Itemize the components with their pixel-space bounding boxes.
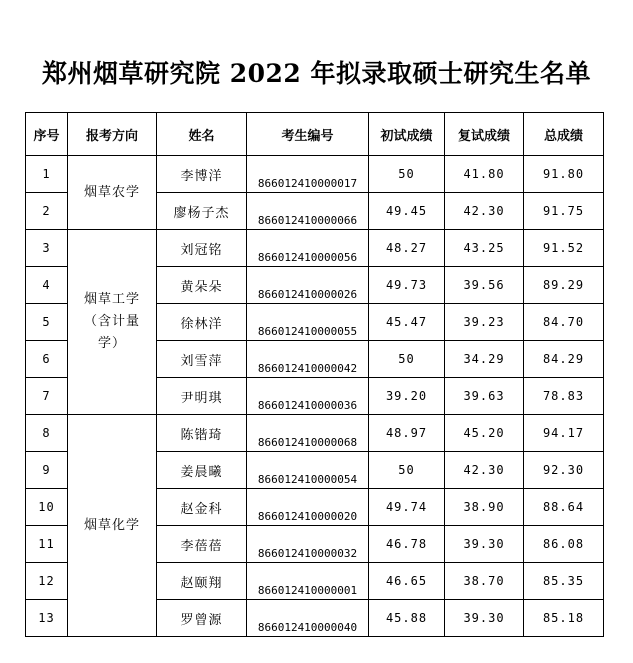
- second-score: 39.63: [445, 378, 524, 415]
- exam-id: 866012410000055: [247, 304, 369, 341]
- header-total-score: 总成绩: [524, 113, 604, 156]
- row-no: 8: [26, 415, 68, 452]
- first-score: 50: [369, 156, 445, 193]
- header-direction: 报考方向: [68, 113, 157, 156]
- first-score: 45.47: [369, 304, 445, 341]
- total-score: 86.08: [524, 526, 604, 563]
- second-score: 45.20: [445, 415, 524, 452]
- second-score: 39.56: [445, 267, 524, 304]
- row-no: 12: [26, 563, 68, 600]
- second-score: 43.25: [445, 230, 524, 267]
- header-second-score: 复试成绩: [445, 113, 524, 156]
- row-no: 9: [26, 452, 68, 489]
- student-name: 赵颐翔: [157, 563, 247, 600]
- direction-cell: [68, 230, 157, 415]
- student-name: 姜晨曦: [157, 452, 247, 489]
- exam-id: 866012410000017: [247, 156, 369, 193]
- first-score: 50: [369, 341, 445, 378]
- student-name: 黄朵朵: [157, 267, 247, 304]
- exam-id: 866012410000032: [247, 526, 369, 563]
- exam-id: 866012410000066: [247, 193, 369, 230]
- first-score: 45.88: [369, 600, 445, 637]
- first-score: 39.20: [369, 378, 445, 415]
- total-score: 91.80: [524, 156, 604, 193]
- header-first-score: 初试成绩: [369, 113, 445, 156]
- row-no: 1: [26, 156, 68, 193]
- exam-id: 866012410000042: [247, 341, 369, 378]
- total-score: 91.52: [524, 230, 604, 267]
- total-score: 85.35: [524, 563, 604, 600]
- first-score: 46.65: [369, 563, 445, 600]
- total-score: 92.30: [524, 452, 604, 489]
- table-row: [26, 156, 604, 193]
- exam-id: 866012410000040: [247, 600, 369, 637]
- first-score: 49.45: [369, 193, 445, 230]
- direction-label: 烟草化学: [83, 517, 140, 533]
- exam-id: 866012410000054: [247, 452, 369, 489]
- row-no: 7: [26, 378, 68, 415]
- total-score: 94.17: [524, 415, 604, 452]
- row-no: 13: [26, 600, 68, 637]
- second-score: 38.70: [445, 563, 524, 600]
- student-name: 李博洋: [157, 156, 247, 193]
- second-score: 34.29: [445, 341, 524, 378]
- admission-table: [25, 112, 604, 637]
- student-name: 廖杨子杰: [157, 193, 247, 230]
- header-name: 姓名: [157, 113, 247, 156]
- total-score: 84.70: [524, 304, 604, 341]
- second-score: 39.30: [445, 526, 524, 563]
- exam-id: 866012410000020: [247, 489, 369, 526]
- total-score: 78.83: [524, 378, 604, 415]
- header-exam-id: 考生编号: [247, 113, 369, 156]
- second-score: 42.30: [445, 193, 524, 230]
- row-no: 10: [26, 489, 68, 526]
- first-score: 48.27: [369, 230, 445, 267]
- row-no: 11: [26, 526, 68, 563]
- second-score: 41.80: [445, 156, 524, 193]
- total-score: 88.64: [524, 489, 604, 526]
- total-score: 91.75: [524, 193, 604, 230]
- first-score: 49.74: [369, 489, 445, 526]
- student-name: 刘冠铭: [157, 230, 247, 267]
- exam-id: 866012410000068: [247, 415, 369, 452]
- student-name: 刘雪萍: [157, 341, 247, 378]
- second-score: 39.30: [445, 600, 524, 637]
- first-score: 48.97: [369, 415, 445, 452]
- direction-cell: [68, 415, 157, 637]
- student-name: 徐林洋: [157, 304, 247, 341]
- direction-label: 烟草工学（含计量学）: [83, 292, 140, 351]
- row-no: 3: [26, 230, 68, 267]
- row-no: 4: [26, 267, 68, 304]
- header-no: 序号: [26, 113, 68, 156]
- row-no: 2: [26, 193, 68, 230]
- direction-cell: [68, 156, 157, 230]
- total-score: 89.29: [524, 267, 604, 304]
- header-row: [26, 113, 604, 156]
- student-name: 赵金科: [157, 489, 247, 526]
- total-score: 84.29: [524, 341, 604, 378]
- direction-label: 烟草农学: [83, 184, 140, 200]
- page-title: 郑州烟草研究院 2022 年拟录取硕士研究生名单: [42, 59, 591, 88]
- student-name: 陈锴琦: [157, 415, 247, 452]
- total-score: 85.18: [524, 600, 604, 637]
- first-score: 50: [369, 452, 445, 489]
- exam-id: 866012410000001: [247, 563, 369, 600]
- student-name: 罗曾源: [157, 600, 247, 637]
- second-score: 39.23: [445, 304, 524, 341]
- first-score: 49.73: [369, 267, 445, 304]
- table-row: [26, 230, 604, 267]
- student-name: 李蓓蓓: [157, 526, 247, 563]
- student-name: 尹明琪: [157, 378, 247, 415]
- second-score: 38.90: [445, 489, 524, 526]
- exam-id: 866012410000056: [247, 230, 369, 267]
- row-no: 6: [26, 341, 68, 378]
- table-row: [26, 415, 604, 452]
- exam-id: 866012410000036: [247, 378, 369, 415]
- first-score: 46.78: [369, 526, 445, 563]
- second-score: 42.30: [445, 452, 524, 489]
- exam-id: 866012410000026: [247, 267, 369, 304]
- row-no: 5: [26, 304, 68, 341]
